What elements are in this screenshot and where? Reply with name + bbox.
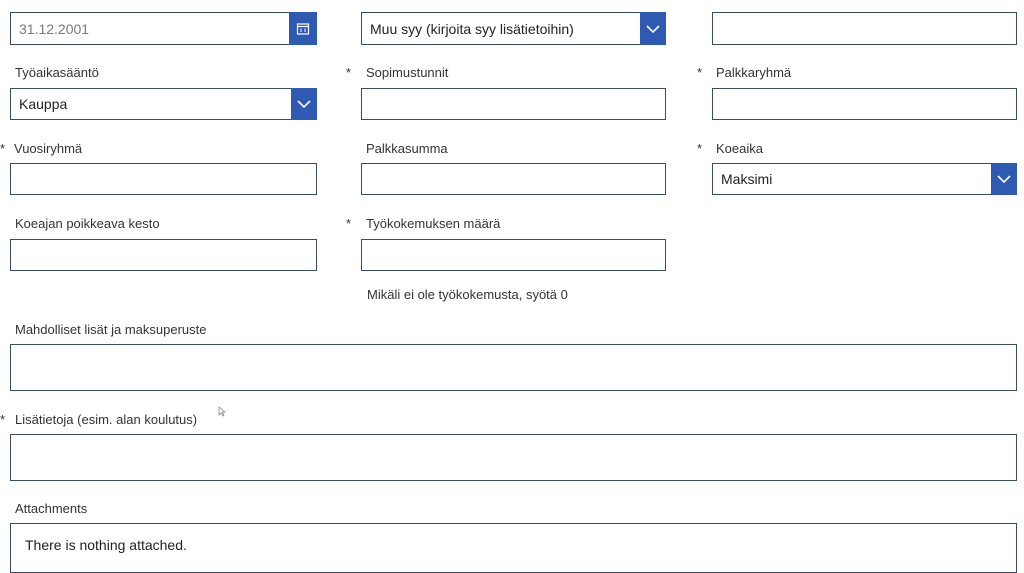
lisat-label: Mahdolliset lisät ja maksuperuste bbox=[15, 322, 207, 337]
palkkaryhma-label: Palkkaryhmä bbox=[716, 65, 792, 80]
attachments-empty-text: There is nothing attached. bbox=[25, 537, 187, 553]
tyokokemus-label: Työkokemuksen määrä bbox=[366, 216, 501, 231]
tyokokemus-input[interactable] bbox=[361, 239, 666, 271]
sopimustunnit-label: Sopimustunnit bbox=[366, 65, 449, 80]
chevron-down-icon bbox=[297, 99, 311, 109]
required-marker: * bbox=[0, 412, 6, 427]
date-value: 31.12.2001 bbox=[19, 20, 90, 37]
mouse-cursor-icon bbox=[218, 406, 226, 417]
tyoaikasaanto-label: Työaikasääntö bbox=[15, 65, 99, 80]
unnamed-input[interactable] bbox=[712, 12, 1017, 45]
tyoaikasaanto-value: Kauppa bbox=[19, 96, 68, 112]
required-marker: * bbox=[346, 65, 352, 80]
vuosiryhma-label: Vuosiryhmä bbox=[14, 141, 83, 156]
palkkasumma-label: Palkkasumma bbox=[366, 141, 448, 156]
palkkasumma-input[interactable] bbox=[361, 163, 666, 195]
required-marker: * bbox=[697, 141, 703, 156]
vuosiryhma-input[interactable] bbox=[10, 163, 317, 195]
reason-dropdown-button[interactable] bbox=[640, 12, 666, 45]
lisatietoja-textarea[interactable] bbox=[10, 434, 1017, 481]
date-field[interactable] bbox=[10, 12, 317, 45]
koeaika-dropdown-button[interactable] bbox=[991, 163, 1017, 195]
required-marker: * bbox=[0, 141, 6, 156]
date-picker-button[interactable] bbox=[289, 12, 317, 45]
calendar-icon bbox=[296, 22, 310, 36]
reason-dropdown[interactable] bbox=[361, 12, 666, 45]
tyoaikasaanto-dropdown-button[interactable] bbox=[291, 88, 317, 120]
chevron-down-icon bbox=[646, 24, 660, 34]
tyoaikasaanto-dropdown[interactable] bbox=[10, 88, 317, 120]
tyokokemus-hint: Mikäli ei ole työkokemusta, syötä 0 bbox=[367, 287, 568, 302]
koeaika-label: Koeaika bbox=[716, 141, 763, 156]
palkkaryhma-input[interactable] bbox=[712, 88, 1017, 120]
required-marker: * bbox=[346, 216, 352, 231]
lisatietoja-label: Lisätietoja (esim. alan koulutus) bbox=[15, 412, 198, 427]
chevron-down-icon bbox=[997, 174, 1011, 184]
required-marker: * bbox=[697, 65, 703, 80]
attachments-box[interactable] bbox=[10, 523, 1017, 573]
lisat-textarea[interactable] bbox=[10, 344, 1017, 391]
koeaika-dropdown[interactable] bbox=[712, 163, 1017, 195]
koeajan-kesto-label: Koeajan poikkeava kesto bbox=[15, 216, 160, 231]
attachments-label: Attachments bbox=[15, 501, 88, 516]
reason-value: Muu syy (kirjoita syy lisätietoihin) bbox=[370, 20, 574, 37]
koeaika-value: Maksimi bbox=[721, 171, 773, 187]
koeajan-kesto-input[interactable] bbox=[10, 239, 317, 271]
sopimustunnit-input[interactable] bbox=[361, 88, 666, 120]
